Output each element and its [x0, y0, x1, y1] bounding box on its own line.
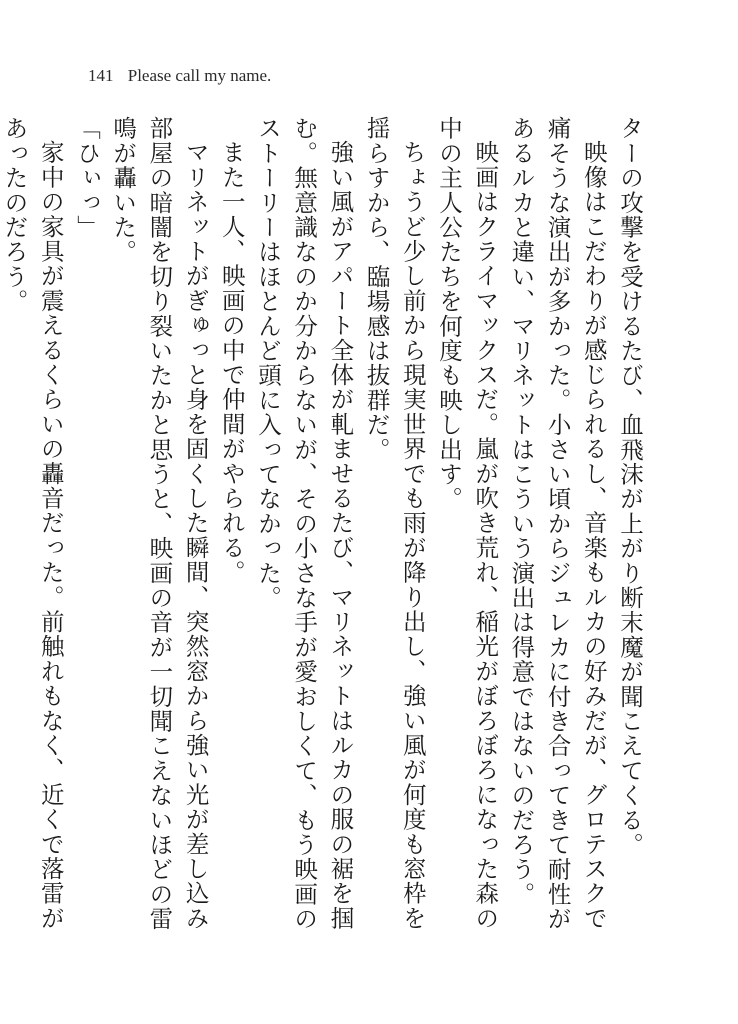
page-header — [88, 66, 271, 86]
paragraph: マリネットがぎゅっと身を固くした瞬間、突然窓から強い光が差し込み部屋の暗闇を切り裂いたかと思うと、映画の音が一切聞こえないほどの雷鳴が轟いた。 — [109, 116, 210, 932]
paragraph: 映画はクライマックスだ。嵐が吹き荒れ、稲光がぼろぼろになった森の中の主人公たちを何度も映し出す。 — [434, 116, 500, 930]
paragraph: 家中の家具が震えるくらいの轟音だった。前触れもなく、近くで落雷があったのだろう。 — [0, 116, 65, 930]
vertical-body-text — [0, 116, 648, 944]
paragraph: 強い風がアパート全体が軋ませるたび、マリネットはルカの服の裾を掴む。無意識なのか分からないが、その小さな手が愛おしくて、もう映画のストーリーはほとんど頭に入ってなかった。 — [253, 116, 355, 932]
paragraph: また一人、映画の中で仲間がやられる。 — [217, 139, 246, 585]
running-title: Please call my name. — [127, 66, 272, 85]
dialogue-line: 「ひぃっ」 — [72, 116, 101, 240]
paragraph: ちょうど少し前から現実世界でも雨が降り出し、強い風が何度も窓枠を揺らすから、臨場感は抜群だ。 — [362, 116, 427, 930]
paragraph: 映像はこだわりが感じられるし、音楽もルカの好みだが、グロテスクで痛そうな演出が多かった。小さい頃からジュレカに付き合ってきて耐性があるルカと違い、マリネットはこういう演出は得意ではないのだろう。 — [507, 116, 608, 932]
paragraph: ターの攻撃を受けるたび、血飛沫が上がり断末魔が聞こえてくる。 — [616, 116, 644, 857]
page-number: 141 — [88, 66, 114, 85]
